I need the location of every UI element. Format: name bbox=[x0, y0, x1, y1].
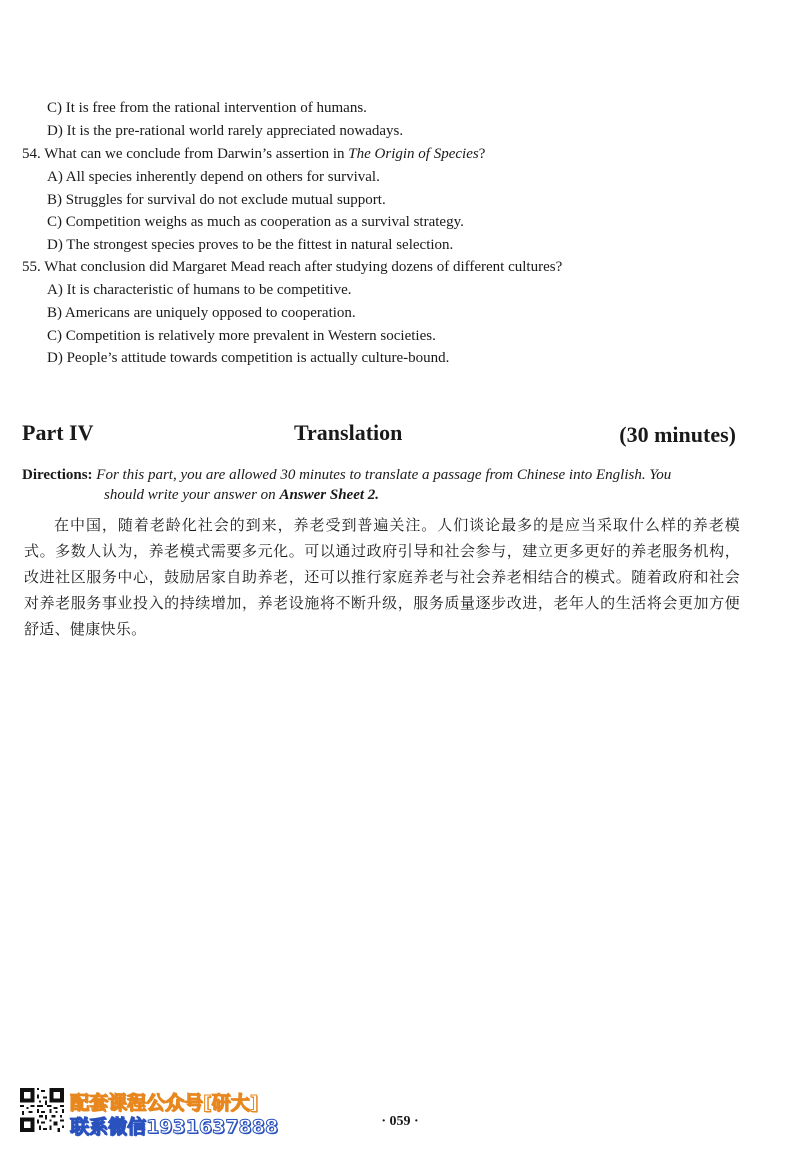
part-header bbox=[22, 420, 736, 450]
watermark-line-1: 配套课程公众号[研大] bbox=[70, 1092, 259, 1114]
q55-option-c: C) Competition is relatively more prevalent in Western societies. bbox=[47, 328, 436, 344]
q54-option-c: C) Competition weighs as much as cooperation as a survival strategy. bbox=[47, 214, 464, 230]
q53-option-c: C) It is free from the rational intervention of humans. bbox=[47, 100, 367, 116]
q54-option-a: A) All species inherently depend on others for survival. bbox=[47, 169, 380, 185]
q53-option-d: D) It is the pre-rational world rarely appreciated nowadays. bbox=[47, 123, 404, 139]
q55-option-a: A) It is characteristic of humans to be competitive. bbox=[47, 282, 352, 298]
part-title: Translation bbox=[294, 420, 403, 445]
q54-stem-suffix: ? bbox=[478, 146, 486, 162]
directions-line-1 bbox=[22, 465, 671, 485]
directions-label: Directions: bbox=[22, 467, 93, 483]
watermark-line-2: 联系微信1931637888 bbox=[70, 1116, 279, 1138]
page-number: · 059 · bbox=[381, 1114, 419, 1129]
q54-option-b: B) Struggles for survival do not exclude mutual support. bbox=[47, 192, 386, 208]
q54-option-d: D) The strongest species proves to be the fittest in natural selection. bbox=[47, 237, 454, 253]
part-label: Part IV bbox=[22, 420, 94, 445]
q55-stem: 55. What conclusion did Margaret Mead reach after studying dozens of different cultures? bbox=[22, 259, 563, 275]
q55-option-d: D) People’s attitude towards competition is actually culture-bound. bbox=[47, 350, 450, 366]
qr-code-icon bbox=[20, 1088, 64, 1132]
q55-option-b: B) Americans are uniquely opposed to cooperation. bbox=[47, 305, 356, 321]
watermark bbox=[20, 1088, 320, 1138]
q54-stem-prefix: 54. What can we conclude from Darwin’s assertion in bbox=[22, 146, 349, 162]
answer-sheet-ref: Answer Sheet 2. bbox=[279, 487, 380, 503]
translation-passage: 在中国，随着老龄化社会的到来，养老受到普遍关注。人们谈论最多的是应当采取什么样的养老模式。多数人认为，养老模式需要多元化。可以通过政府引导和社会参与，建立更多更好的养老服务机构，改进社区服务中心，鼓励居家自助养老，还可以推行家庭养老与社会养老相结合的模式。随着政府和社会对养老服务事业投入的持续增加，养老设施将不断升级，服务质量逐步改进，老年人的生活将会更加方便舒适、健康快乐。 bbox=[24, 516, 740, 638]
directions-text-1: For this part, you are allowed 30 minutes to translate a passage from Chinese into English. You bbox=[96, 467, 672, 483]
q54-stem bbox=[22, 145, 485, 163]
directions-text-2: should write your answer on bbox=[104, 487, 280, 503]
part-time-limit: (30 minutes) bbox=[619, 422, 736, 447]
directions-line-2 bbox=[104, 485, 379, 505]
q54-stem-title: The Origin of Species bbox=[348, 146, 479, 162]
